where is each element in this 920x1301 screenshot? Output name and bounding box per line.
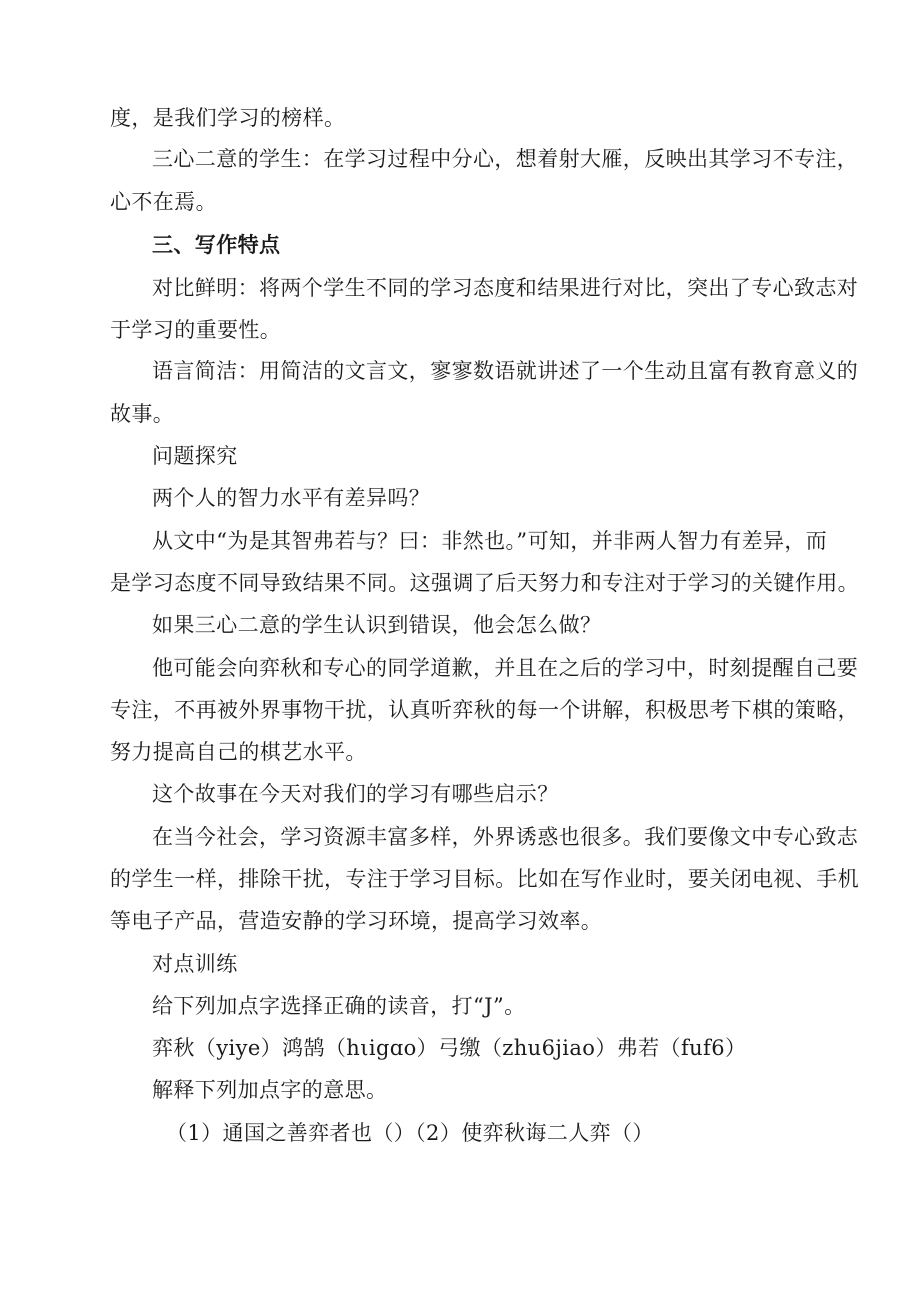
text-line: 三心二意的学生：在学习过程中分心，想着射大雁，反映出其学习不专注， — [152, 147, 859, 171]
text-line: 心不在焉。 — [110, 190, 217, 214]
text-line: 在当今社会，学习资源丰富多样，外界诱惑也很多。我们要像文中专心致志 — [152, 825, 859, 849]
section-heading: 三、写作特点 — [152, 232, 281, 257]
subheading: 对点训练 — [152, 952, 238, 976]
text-line: 是学习态度不同导致结果不同。这强调了后天努力和专注对于学习的关键作用。 — [110, 571, 859, 595]
exercise-instruction: 解释下列加点字的意思。 — [152, 1078, 388, 1102]
exercise-line: （1）通国之善弈者也（）（2）使弈秋诲二人弈（） — [166, 1121, 654, 1145]
text-line: 对比鲜明：将两个学生不同的学习态度和结果进行对比，突出了专心致志对 — [152, 276, 859, 300]
text-line: 他可能会向弈秋和专心的同学道歉，并且在之后的学习中，时刻提醒自己要 — [152, 656, 859, 680]
text-line: 度，是我们学习的榜样。 — [110, 106, 346, 130]
text-line: 的学生一样，排除干扰，专注于学习目标。比如在写作业时，要关闭电视、手机 — [110, 867, 859, 891]
text-line: 语言简洁：用简洁的文言文，寥寥数语就讲述了一个生动且富有教育意义的 — [152, 359, 859, 383]
exercise-instruction: 给下列加点字选择正确的读音，打“J”。 — [152, 994, 526, 1018]
subheading: 问题探究 — [152, 444, 238, 468]
text-line: 努力提高自己的棋艺水平。 — [110, 740, 367, 764]
question-line: 两个人的智力水平有差异吗？ — [152, 486, 431, 510]
text-line: 等电子产品，营造安静的学习环境，提高学习效率。 — [110, 909, 603, 933]
exercise-line: 弈秋（yiye）鸿鹄（hιigɑo）弓缴（zhu6jiao）弗若（fuf6） — [152, 1036, 747, 1060]
text-line: 于学习的重要性。 — [110, 318, 282, 342]
text-line: 故事。 — [110, 402, 175, 426]
text-line: 从文中“为是其智弗若与？曰：非然也。”可知，并非两人智力有差异，而 — [152, 529, 828, 553]
text-line: 专注，不再被外界事物干扰，认真听弈秋的每一个讲解，积极思考下棋的策略， — [110, 698, 859, 722]
question-line: 如果三心二意的学生认识到错误，他会怎么做？ — [152, 613, 602, 637]
question-line: 这个故事在今天对我们的学习有哪些启示？ — [152, 782, 559, 806]
